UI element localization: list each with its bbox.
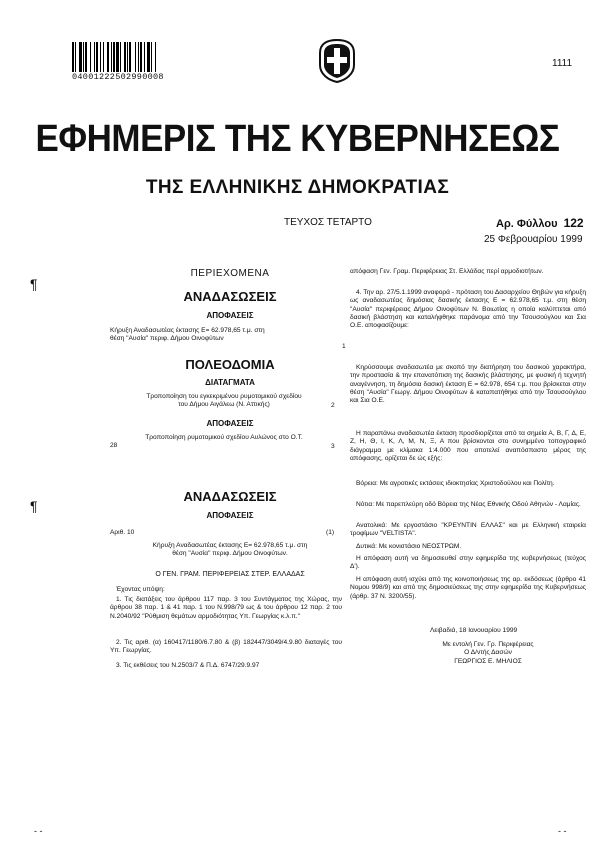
toc-section2-sub1: ΔΙΑΤΑΓΜΑΤΑ — [205, 378, 255, 387]
margin-mark-left-2: ¶ — [30, 498, 38, 514]
section-sub: ΑΠΟΦΑΣΕΙΣ — [206, 511, 254, 520]
barcode-bar — [75, 42, 76, 72]
issue-type: ΤΕΥΧΟΣ ΤΕΤΑΡΤΟ — [284, 217, 372, 228]
barcode-number: 04001222502990008 — [72, 72, 164, 82]
right-paragraph-4: 4. Την αρ. 27/5.1.1999 αναφορά - πρόταση του Δασαρχείου Θηβών για κήρυξη ως αναδασωτέας δημόσιας δασικής έκτασης Ε = 62.978,65 τ.μ. στη θέση "Αυσία" περιφέρειας Δήμου Οινοφύτων Ν. Βοιωτίας η οποία καλύπτεται από δασική βλάστηση και καταλήφθηκε παράνομα από την Τσουσούγλου και Σια Ο.Ε. αποφασίζουμε: — [350, 289, 586, 330]
footer-mark-right: - - — [558, 826, 567, 836]
toc-item-3-line1: Τροποποίηση ρυμοτομικού σχεδίου Αυλώνος στο Ο.Τ. — [145, 434, 303, 441]
barcode-bar — [116, 42, 119, 72]
barcode-bar — [147, 42, 150, 72]
toc-item-2-line2: του Δήμου Αιγάλεω (Ν. Αττικής) — [178, 401, 270, 409]
section-title: ΑΝΑΔΑΣΩΣΕΙΣ — [183, 489, 277, 504]
decision-title-line2: θέση "Αυσία" περιφ. Δήμου Οινοφύτων. — [172, 550, 288, 558]
barcode-bar — [107, 42, 109, 72]
left-paragraph-3: 3. Τις εκθέσεις του Ν.2503/7 & Π.Δ. 6747/29.9.97 — [116, 662, 260, 669]
signature-place-date: Λειβαδιά, 18 Ιανουαρίου 1999 — [430, 627, 518, 634]
barcode-bar — [135, 42, 136, 72]
barcode-bar — [72, 42, 74, 72]
barcode-bar — [113, 42, 115, 72]
issue-date: 25 Φεβρουαρίου 1999 — [484, 234, 583, 245]
barcode-bar — [90, 42, 91, 72]
right-intro: απόφαση Γεν. Γραμ. Περιφέρειας Στ. Ελλάδας περί αρμοδιοτήτων. — [350, 268, 544, 275]
toc-item-3-page: 3 — [331, 443, 335, 450]
right-paragraph-11: Η απόφαση αυτή να δημοσιευθεί στην εφημερίδα της κυβερνήσεως (τεύχος Δ'). — [350, 555, 586, 571]
right-paragraph-5: Κηρύσσουμε αναδασωτέα με σκοπό την διατήρηση του δασικού χαρακτήρα, την προστασία & την επανατόπιση της δασικής βλάστησης, με φυσική ή τεχνητή αναγέννηση, τη δημόσια δασική έκταση Ε = 62.978, 654 τ.μ. που βρίσκεται στην θέση "Αυσία" Γεωργ. Δήμου Οινοφύτων & καταπατήθηκε από την Τσουσούγλου και Σια Ο.Ε. — [350, 364, 586, 405]
masthead-title: ΕΦΗΜΕΡΙΣ ΤΗΣ ΚΥΒΕΡΝΗΣΕΩΣ — [35, 118, 560, 160]
left-paragraph-2: 2. Τις αριθ. (α) 160417/1180/6.7.80 & (β) 182447/3049/4.9.80 διαταγές του Υπ. Γεωργίας. — [110, 639, 342, 655]
barcode-bar — [129, 42, 131, 72]
decision-code: (1) — [326, 529, 335, 536]
having-regard: Έχοντας υπόψη: — [116, 586, 165, 593]
right-paragraph-9: Ανατολικά: Με εργοστάσιο "ΚΡΕΥΝΤΙΝ ΕΛΛΑΣ" και με Ελληνική εταιρεία τροφίμων "VELTISTA". — [350, 522, 586, 538]
toc-item-3-line2: 28 — [110, 442, 118, 450]
barcode-bar — [151, 42, 152, 72]
barcode-bar — [100, 42, 101, 72]
toc-section1-title: ΑΝΑΔΑΣΩΣΕΙΣ — [183, 289, 277, 304]
toc-item-1 — [110, 327, 338, 344]
toc-section2-sub2: ΑΠΟΦΑΣΕΙΣ — [206, 419, 254, 428]
margin-mark-left: ¶ — [30, 276, 38, 292]
footer-mark-left: - - — [34, 826, 43, 836]
right-paragraph-6: Η παραπάνω αναδασωτέα έκταση προσδιορίζεται από τα σημεία Α, Β, Γ, Δ, Ε, Ζ, Η, Θ, Ι, Κ, Λ, Μ, Ν, Ξ, Α που βρίσκονται στο συνημμένο τοπογραφικό διάγραμμα με κλίμακα 1:4.000 που αποτελεί αναπόσπαστο μέρος της απόφασης, ορίζεται δε ώς εξής: — [350, 430, 586, 462]
toc-item-2-page: 2 — [331, 402, 335, 409]
barcode-bar — [138, 42, 139, 72]
toc-item-1-line1: Κήρυξη Αναδασωτέας έκτασης Ε= 62.978,65 τ.μ. στη — [110, 327, 265, 334]
sheet-label-text: Αρ. Φύλλου — [496, 218, 558, 230]
barcode-bar — [83, 42, 84, 72]
barcode-bar — [120, 42, 121, 72]
toc-section1-sub: ΑΠΟΦΑΣΕΙΣ — [206, 311, 254, 320]
signature-line-1: Με εντολή Γεν. Γρ. Περιφέρειας — [442, 641, 534, 648]
toc-item-2 — [110, 393, 338, 410]
right-paragraph-10: Δυτικά: Με κονιστάσιο ΝΕΟΣΤΡΩΜ. — [356, 543, 462, 550]
authority: Ο ΓΕΝ. ΓΡΑΜ. ΠΕΡΙΦΕΡΕΙΑΣ ΣΤΕΡ. ΕΛΛΑΔΑΣ — [155, 571, 305, 578]
right-paragraph-12: Η απόφαση αυτή ισχύει από της κοινοποιήσεως της αρ. εκδόσεως (άρθρο 41 Νομου 998/9) και από της δημοσιεύσεως της στην εφημερίδα της Κυβερνήσεως (άρθρ. 37 Ν. 3200/55). — [350, 576, 586, 600]
right-paragraph-7: Βόρεια: Με αγροτικές εκτάσεις ιδιοκτησίας Χριστοδούλου και Πολίτη. — [356, 480, 555, 487]
barcode-bar — [155, 42, 156, 72]
barcode-bar — [127, 42, 128, 72]
greek-coat-of-arms-icon — [317, 37, 357, 88]
signature-name: ΓΕΩΡΓΙΟΣ Ε. ΜΗΛΙΟΣ — [454, 657, 522, 665]
barcode — [72, 42, 207, 72]
barcode-bar — [94, 42, 95, 72]
signature-line-2: Ο Δ/ντής Δασών — [464, 649, 512, 657]
toc-item-1-page: 1 — [342, 343, 346, 350]
toc-item-1-line2: θέση "Αυσία" περιφ. Δήμου Οινοφύτων — [110, 335, 224, 343]
decision-title — [110, 542, 350, 559]
barcode-bar — [140, 42, 142, 72]
left-paragraph-1: 1. Τις διατάξεις του άρθρου 117 παρ. 3 του Συντάγματος της Χώρας, την άρθρου 38 παρ. 1 & 41 παρ. 1 του Ν.998/79 ως & του άρθρου 12 παρ. 2 του Ν.2040/92 "Ρύθμιση θεμάτων αρμοδιότητας Υπ. Γεωργίας κ.λ.π." — [110, 596, 342, 620]
barcode-bar — [79, 42, 82, 72]
toc-item-2-line1: Τροποποίηση του εγκεκριμένου ρυμοτομικού σχεδίου — [146, 393, 302, 400]
sheet-number: 122 — [563, 216, 584, 230]
toc-title: ΠΕΡΙΕΧΟΜΕΝΑ — [190, 268, 270, 279]
barcode-bar — [124, 42, 126, 72]
page-number: 1111 — [552, 58, 573, 69]
masthead-subtitle: ΤΗΣ ΕΛΛΗΝΙΚΗΣ ΔΗΜΟΚΡΑΤΙΑΣ — [145, 177, 450, 198]
barcode-bar — [111, 42, 112, 72]
barcode-bar — [85, 42, 87, 72]
barcode-bar — [144, 42, 145, 72]
toc-item-3 — [110, 434, 338, 451]
barcode-bar — [96, 42, 98, 72]
right-paragraph-8: Νότια: Με παρεπλεύρη οδό Βόρεια της Νέας Εθνικής Οδού Αθηνών - Λαμίας. — [356, 501, 581, 508]
toc-section2-title: ΠΟΛΕΟΔΟΜΙΑ — [185, 357, 275, 372]
barcode-bar — [103, 42, 104, 72]
decision-number: Αριθ. 10 — [110, 529, 135, 536]
signature-block — [400, 641, 576, 666]
decision-title-line1: Κήρυξη Αναδασωτέας έκτασης Ε= 62.978,65 τ.μ. στη — [152, 542, 308, 549]
sheet-label — [496, 216, 584, 230]
